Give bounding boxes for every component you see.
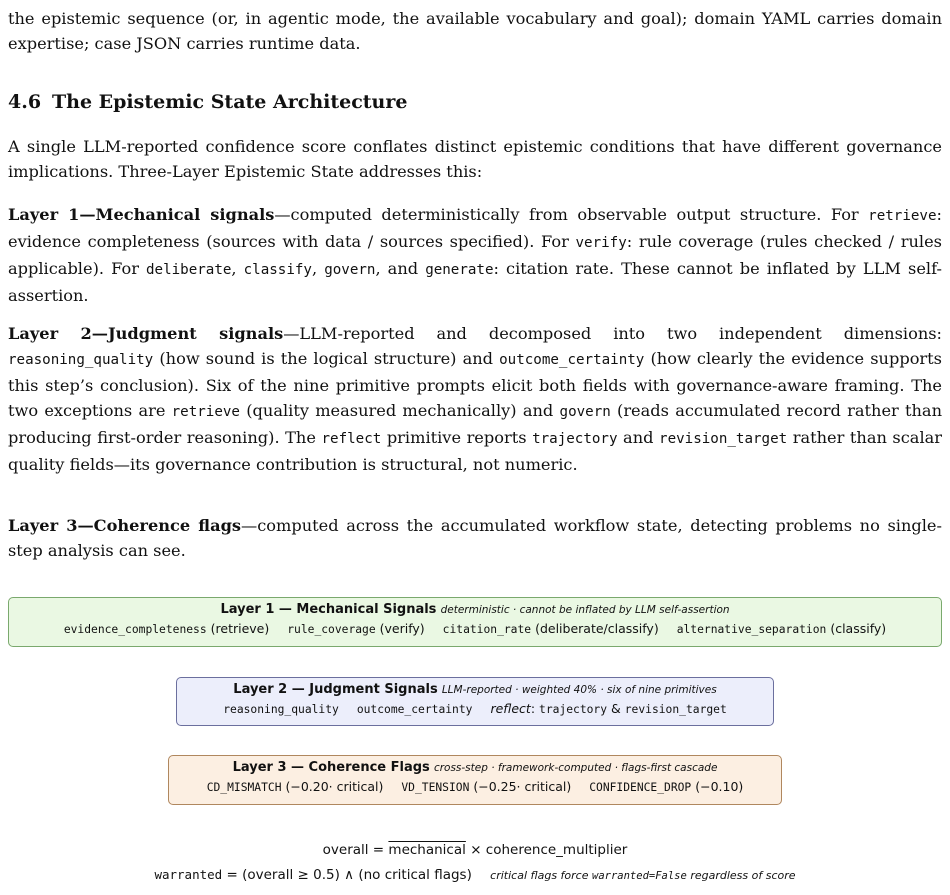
- paragraph-layer3: [8, 513, 942, 563]
- ampersand: &: [611, 701, 621, 716]
- signal-note: (retrieve): [210, 621, 270, 636]
- paragraph-layer2: [8, 321, 942, 477]
- layer1-item: [64, 619, 269, 640]
- signal-note: (verify): [379, 621, 425, 636]
- note-text: regardless of score: [690, 869, 796, 882]
- layer1-box: [8, 597, 942, 647]
- formula-mechanical: mechanical: [388, 842, 466, 858]
- code-trajectory: trajectory: [532, 431, 618, 447]
- layer2-item: [490, 699, 726, 720]
- layer2-subtitle: LLM-reported · weighted 40% · six of nine primitives: [441, 684, 717, 696]
- code-retrieve: retrieve: [868, 208, 937, 224]
- text-run: rather than scalar quality fields—its governance contribution is structural, not numeric.: [8, 428, 943, 474]
- signal-note: (classify): [830, 621, 887, 636]
- layer2-item: [357, 699, 473, 720]
- formula-rhs: = (overall ≥ 0.5) ∧ (no critical flags): [226, 867, 472, 883]
- paragraph-layer1: [8, 202, 942, 308]
- layer3-item: [207, 777, 384, 798]
- text-run: (reads accumulated record rather than producing first-order reasoning). The: [8, 401, 943, 447]
- code-govern: govern: [559, 404, 611, 420]
- layer1-lead: Layer 1—Mechanical signals: [8, 205, 275, 224]
- text-run: (quality measured mechanically) and: [239, 401, 560, 420]
- text-run: ,: [311, 259, 325, 278]
- text-run: —computed deterministically from observable output structure. For: [274, 205, 869, 224]
- signal-code: reasoning_quality: [223, 703, 339, 716]
- code-verify: verify: [575, 235, 627, 251]
- text-run: : rule coverage (rules checked / rules applicable). For: [8, 232, 942, 278]
- paragraph-overview: A single LLM-reported confidence score conflates distinct epistemic conditions that have different governance implications. Three-Layer Epistemic State addresses this:: [8, 137, 942, 181]
- note-text: critical flags force: [490, 869, 589, 882]
- code-generate: generate: [425, 262, 494, 278]
- overall-formula: [8, 842, 942, 858]
- layer2-title-line: [177, 681, 773, 699]
- layer2-box: [176, 677, 774, 726]
- formula-rest: × coherence_multiplier: [470, 842, 628, 858]
- signal-code: trajectory: [539, 703, 608, 716]
- layer3-items: [169, 777, 781, 798]
- signal-code: revision_target: [624, 703, 727, 716]
- code-govern: govern: [324, 262, 376, 278]
- section-heading: [8, 90, 407, 114]
- signal-note: (deliberate/classify): [535, 621, 659, 636]
- note-code: warranted=False: [592, 870, 687, 882]
- code-revision-target: revision_target: [659, 431, 788, 447]
- layer2-items: [177, 699, 773, 720]
- layer2-title: Layer 2 — Judgment Signals: [233, 682, 438, 697]
- separator: :: [530, 701, 536, 716]
- layer1-item: [287, 619, 424, 640]
- code-retrieve: retrieve: [171, 404, 240, 420]
- code-deliberate: deliberate: [146, 262, 232, 278]
- signal-code: evidence_completeness: [63, 623, 207, 636]
- layer3-title: Layer 3 — Coherence Flags: [232, 760, 430, 775]
- layer1-title: Layer 1 — Mechanical Signals: [220, 602, 437, 617]
- formula-lhs: overall =: [322, 842, 385, 858]
- layer3-box: [168, 755, 782, 805]
- flag-note: (−0.10): [695, 779, 744, 794]
- text-run: ,: [231, 259, 244, 278]
- code-reflect: reflect: [321, 431, 382, 447]
- text-run: (how clearly the evidence supports this step’s conclusion). Six of the nine primitive prompts elicit both fields with governance-aware framing. The two exceptions are: [8, 349, 942, 420]
- text-run: : citation rate. These cannot be inflated by LLM self-assertion.: [8, 259, 942, 305]
- text-run: (how sound is the logical structure) and: [153, 349, 500, 368]
- formula-note: [490, 869, 795, 882]
- layer1-item: [677, 619, 886, 640]
- reflect-label: reflect: [490, 701, 531, 716]
- code-classify: classify: [243, 262, 312, 278]
- text-run: : evidence completeness (sources with data / sources specified). For: [8, 205, 942, 251]
- section-number: 4.6: [8, 91, 42, 113]
- flag-code: CONFIDENCE_DROP: [589, 781, 692, 794]
- code-outcome-certainty: outcome_certainty: [499, 352, 645, 368]
- text-run: and: [617, 428, 660, 447]
- layer3-title-line: [169, 759, 781, 777]
- formula-warranted: warranted: [154, 867, 223, 882]
- flag-note: (−0.20· critical): [285, 779, 384, 794]
- code-reasoning-quality: reasoning_quality: [8, 352, 154, 368]
- layer3-subtitle: cross-step · framework-computed · flags-first cascade: [433, 762, 718, 774]
- layer3-item: [589, 777, 743, 798]
- intro-paragraph: the epistemic sequence (or, in agentic mode, the available vocabulary and goal); domain YAML carries domain expertise; case JSON carries runtime data.: [8, 9, 942, 53]
- text-run: —computed across the accumulated workflow state, detecting problems no single-step analysis can see.: [8, 516, 942, 560]
- signal-code: citation_rate: [442, 623, 532, 636]
- layer1-items: [9, 619, 941, 640]
- layer1-item: [443, 619, 659, 640]
- layer2-lead: Layer 2—Judgment signals: [8, 324, 284, 343]
- flag-note: (−0.25· critical): [473, 779, 572, 794]
- text-run: primitive reports: [381, 428, 533, 447]
- layer1-title-line: [9, 601, 941, 619]
- layer3-lead: Layer 3—Coherence flags: [8, 516, 241, 535]
- layer1-subtitle: deterministic · cannot be inflated by LLM self-assertion: [440, 604, 730, 616]
- text-run: , and: [375, 259, 426, 278]
- layer2-item: [223, 699, 339, 720]
- signal-code: rule_coverage: [287, 623, 376, 636]
- warranted-formula: [8, 867, 942, 883]
- flag-code: VD_TENSION: [401, 781, 470, 794]
- text-run: —LLM-reported and decomposed into two independent dimensions:: [283, 324, 943, 343]
- layer3-item: [401, 777, 571, 798]
- section-title: The Epistemic State Architecture: [52, 91, 408, 113]
- signal-code: outcome_certainty: [356, 703, 473, 716]
- signal-code: alternative_separation: [676, 623, 827, 636]
- flag-code: CD_MISMATCH: [206, 781, 282, 794]
